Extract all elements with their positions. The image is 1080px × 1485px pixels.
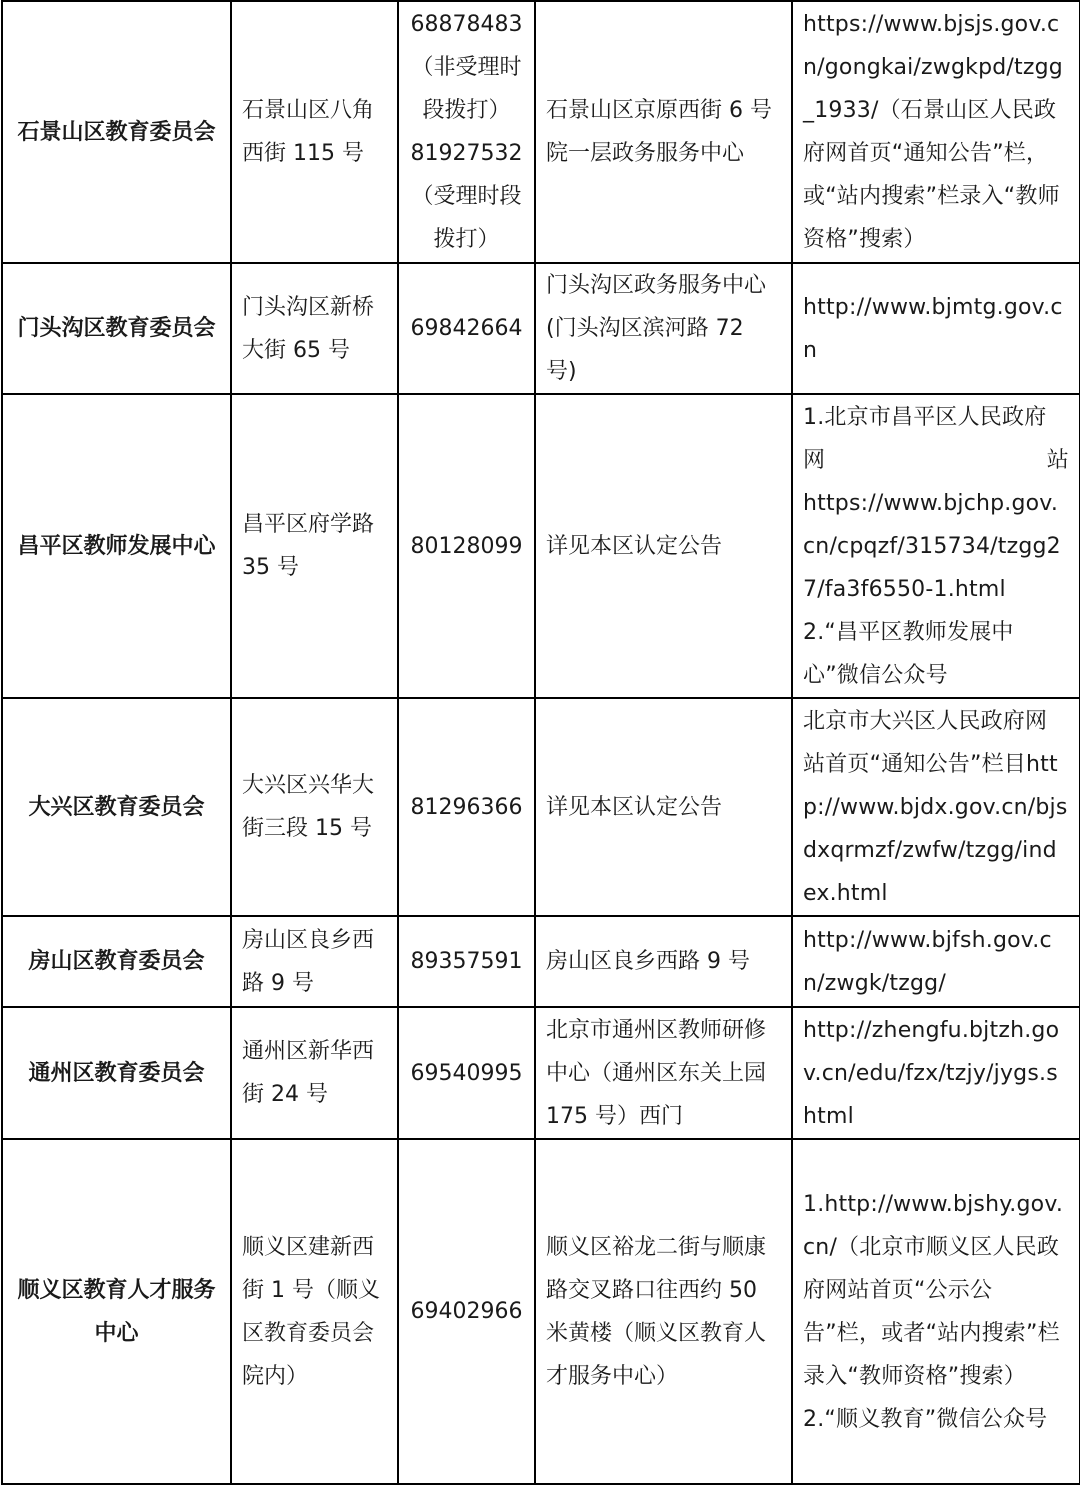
website: http://www.bjmtg.gov.cn [792,263,1080,394]
service-location: 详见本区认定公告 [535,394,792,698]
phone [398,263,535,394]
address: 房山区良乡西路 9 号 [231,916,398,1007]
service-location: 详见本区认定公告 [535,698,792,916]
service-location: 北京市通州区教师研修中心（通州区东关上园 175 号）西门 [535,1007,792,1139]
org-name: 通州区教育委员会 [2,1007,231,1139]
phone-number: 68878483 [410,12,523,37]
phone-note: （非受理时段拨打） [411,55,522,123]
phone [398,394,535,698]
website: http://zhengfu.bjtzh.gov.cn/edu/fzx/tzjy/jygs.shtml [792,1007,1080,1139]
phone-number: 69540995 [410,1060,523,1086]
org-name: 石景山区教育委员会 [2,1,231,263]
table-row [2,263,1080,394]
website-line: 网 站 [803,447,1069,473]
org-name: 顺义区教育人才服务中心 [2,1139,231,1484]
address: 大兴区兴华大街三段 15 号 [231,698,398,916]
table-row [2,916,1080,1007]
website: 北京市大兴区人民政府网站首页“通知公告”栏目http://www.bjdx.gov.cn/bjsdxqrmzf/zwfw/tzgg/index.html [792,698,1080,916]
website [792,394,1080,698]
service-location: 顺义区裕龙二街与顺康路交叉路口往西约 50 米黄楼（顺义区教育人才服务中心） [535,1139,792,1484]
phone-number: 89357591 [410,949,523,974]
phone-note: （受理时段拨打） [411,184,522,252]
org-name: 门头沟区教育委员会 [2,263,231,394]
phone [398,1007,535,1139]
address: 通州区新华西街 24 号 [231,1007,398,1139]
phone [398,1139,535,1484]
org-name: 房山区教育委员会 [2,916,231,1007]
phone [398,916,535,1007]
website: https://www.bjsjs.gov.cn/gongkai/zwgkpd/tzgg_1933/（石景山区人民政府网首页“通知公告”栏，或“站内搜索”栏录入“教师资格”搜索） [792,1,1080,263]
table-row [2,1139,1080,1484]
table-row [2,1,1080,263]
service-location: 门头沟区政务服务中心(门头沟区滨河路 72 号) [535,263,792,394]
service-location: 石景山区京原西街 6 号院一层政务服务中心 [535,1,792,263]
service-location: 房山区良乡西路 9 号 [535,916,792,1007]
website-line: 2.“昌平区教师发展中心”微信公众号 [803,619,1014,688]
phone [398,698,535,916]
org-name: 昌平区教师发展中心 [2,394,231,698]
phone-number: 69402966 [410,1299,523,1324]
phone-number: 69842664 [410,316,523,341]
table-row [2,1007,1080,1139]
org-name: 大兴区教育委员会 [2,698,231,916]
phone-number: 81927532 [410,141,523,166]
phone-number: 81296366 [410,794,523,820]
address: 顺义区建新西街 1 号（顺义区教育委员会院内） [231,1139,398,1484]
website: http://www.bjfsh.gov.cn/zwgk/tzgg/ [792,916,1080,1007]
table-row [2,394,1080,698]
phone [398,1,535,263]
address: 昌平区府学路 35 号 [231,394,398,698]
table-row [2,698,1080,916]
contact-table [1,0,1080,1485]
website-url: https://www.bjchp.gov.cn/cpqzf/315734/tzgg27/fa3f6550-1.html [803,490,1061,602]
phone-number: 80128099 [410,533,523,559]
website: 1.http://www.bjshy.gov.cn/（北京市顺义区人民政府网站首页“公示公告”栏，或者“站内搜索”栏录入“教师资格”搜索）2.“顺义教育”微信公众号 [792,1139,1080,1484]
address: 门头沟区新桥大街 65 号 [231,263,398,394]
address: 石景山区八角西街 115 号 [231,1,398,263]
website-line: 1.北京市昌平区人民政府 [803,404,1047,430]
